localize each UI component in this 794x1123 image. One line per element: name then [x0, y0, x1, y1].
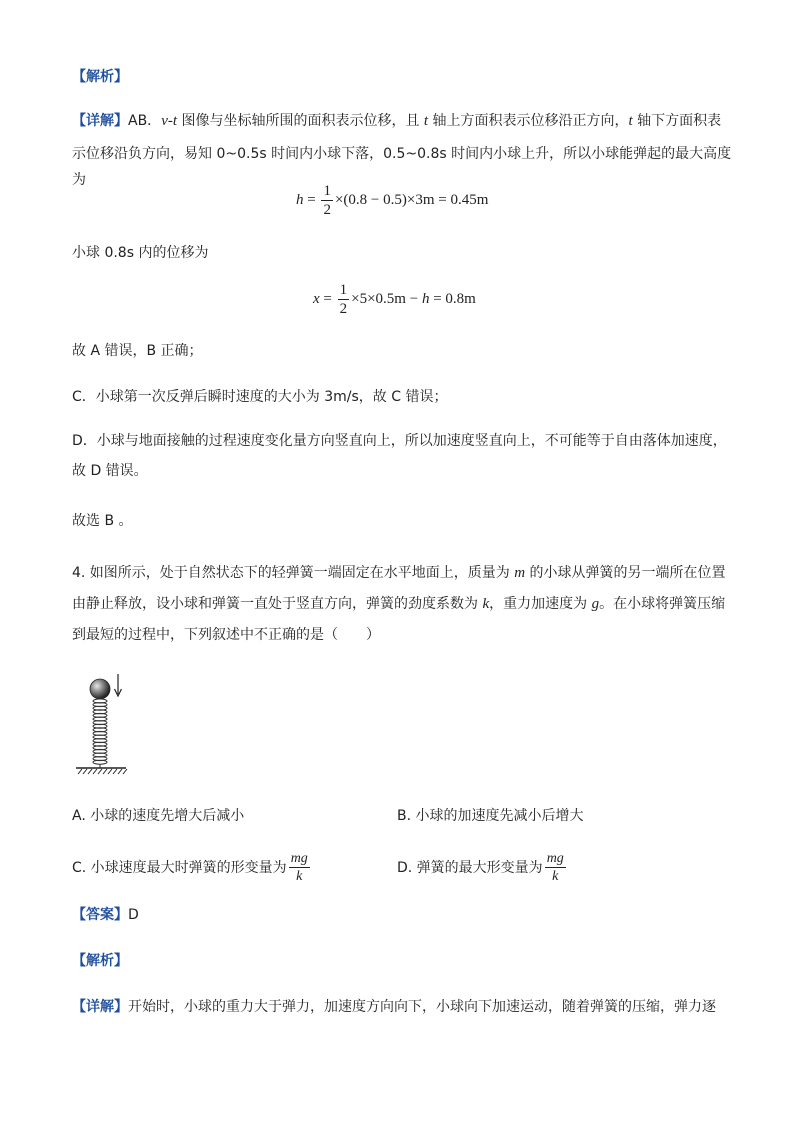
fraction-numerator: 1 [323, 183, 331, 199]
x-symbol: x [313, 291, 320, 307]
g-symbol: g [591, 596, 600, 612]
question-text: 。在小球将弹簧压缩 [599, 596, 726, 612]
fraction-numerator: mg [546, 851, 564, 866]
option-c-text: C. 小球速度最大时弹簧的形变量为 [72, 859, 287, 876]
formula-max-height [296, 182, 488, 219]
fraction-denominator: 2 [339, 301, 348, 317]
question-text: 的小球从弹簧的另一端所在位置 [525, 565, 726, 581]
equals-sign: = [319, 291, 336, 307]
displacement-text: 小球 0.8s 内的位移为 [72, 245, 209, 261]
formula-displacement [313, 281, 476, 318]
conclusion-ab: 故 A 错误，B 正确； [72, 343, 203, 359]
detail-text: 图像与坐标轴所围的面积表示位移，且 [177, 113, 424, 129]
fraction-numerator: 1 [339, 282, 348, 298]
detail-text: 轴下方面积表 [632, 113, 722, 129]
spring-ball-figure [70, 672, 132, 778]
analysis-tag-2: 【解析】 [72, 953, 128, 969]
h-symbol: h [296, 192, 304, 208]
fraction-denominator: k [552, 869, 559, 884]
k-symbol: k [482, 596, 490, 612]
equals-sign: = [303, 192, 320, 208]
detail-text: 开始时，小球的重力大于弹力，加速度方向向下，小球向下加速运动，随着弹簧的压缩，弹力逐 [128, 999, 716, 1015]
t-symbol: t [423, 113, 429, 129]
question-4-line1 [72, 560, 732, 586]
question-4-line3: 到最短的过程中，下列叙述中不正确的是（ ） [72, 627, 380, 643]
option-d-fraction [545, 850, 566, 885]
detail-tag-1: 【详解】 [72, 113, 128, 129]
question-text: 4. 如图所示，处于自然状态下的轻弹簧一端固定在水平地面上，质量为 [72, 565, 515, 581]
vt-symbol: v-t [161, 113, 178, 129]
conclusion-d-line1: D．小球与地面接触的过程速度变化量方向竖直向上，所以加速度竖直向上，不可能等于自由落体加速度， [72, 433, 727, 449]
answer-tag: 【答案】 [72, 907, 128, 923]
detail-text: 轴上方面积表示位移沿正方向， [428, 113, 629, 129]
analysis-tag-1: 【解析】 [72, 69, 128, 85]
fraction-half [338, 281, 350, 318]
arrow-down-icon [115, 674, 122, 696]
question-4-line2 [72, 591, 732, 617]
ground-icon [76, 768, 127, 774]
option-a: A. 小球的速度先增大后减小 [72, 808, 245, 824]
fraction-denominator: k [296, 869, 303, 884]
answer-line [72, 902, 732, 928]
fraction-denominator: 2 [323, 202, 331, 218]
question-text: ，重力加速度为 [489, 596, 592, 612]
option-c [72, 850, 310, 885]
h-symbol: h [421, 291, 430, 307]
ball-icon [90, 679, 110, 699]
t-symbol: t [628, 113, 633, 129]
spring-icon [93, 699, 107, 768]
conclusion-d-line2: 故 D 错误。 [72, 463, 148, 479]
formula-rest: ×(0.8 − 0.5)×3m = 0.45m [334, 192, 489, 208]
option-c-fraction [289, 850, 310, 885]
m-symbol: m [514, 565, 526, 581]
question-text: 由静止释放，设小球和弹簧一直处于竖直方向，弹簧的劲度系数为 [72, 596, 483, 612]
option-d-text: D. 弹簧的最大形变量为 [397, 859, 543, 876]
choose-answer: 故选 B 。 [72, 513, 133, 529]
formula-rest: ×5×0.5m − [351, 291, 422, 307]
formula-rest: = 0.8m [429, 291, 476, 307]
detail-tag-2: 【详解】 [72, 999, 128, 1015]
option-b: B. 小球的加速度先减小后增大 [397, 808, 584, 824]
detail-text: AB． [128, 113, 162, 129]
conclusion-c: C．小球第一次反弹后瞬时速度的大小为 3m/s，故 C 错误； [72, 389, 448, 405]
detail-paragraph-1-line2: 示位移沿负方向，易知 0~0.5s 时间内小球下落，0.5~0.8s 时间内小球上升，所以小球能弹起的最大高度为 [72, 146, 732, 188]
detail-paragraph-1 [72, 108, 732, 134]
option-d [397, 850, 566, 885]
fraction-half [321, 182, 333, 219]
fraction-numerator: mg [290, 851, 308, 866]
detail-paragraph-2 [72, 994, 732, 1020]
answer-value: D [128, 907, 139, 923]
